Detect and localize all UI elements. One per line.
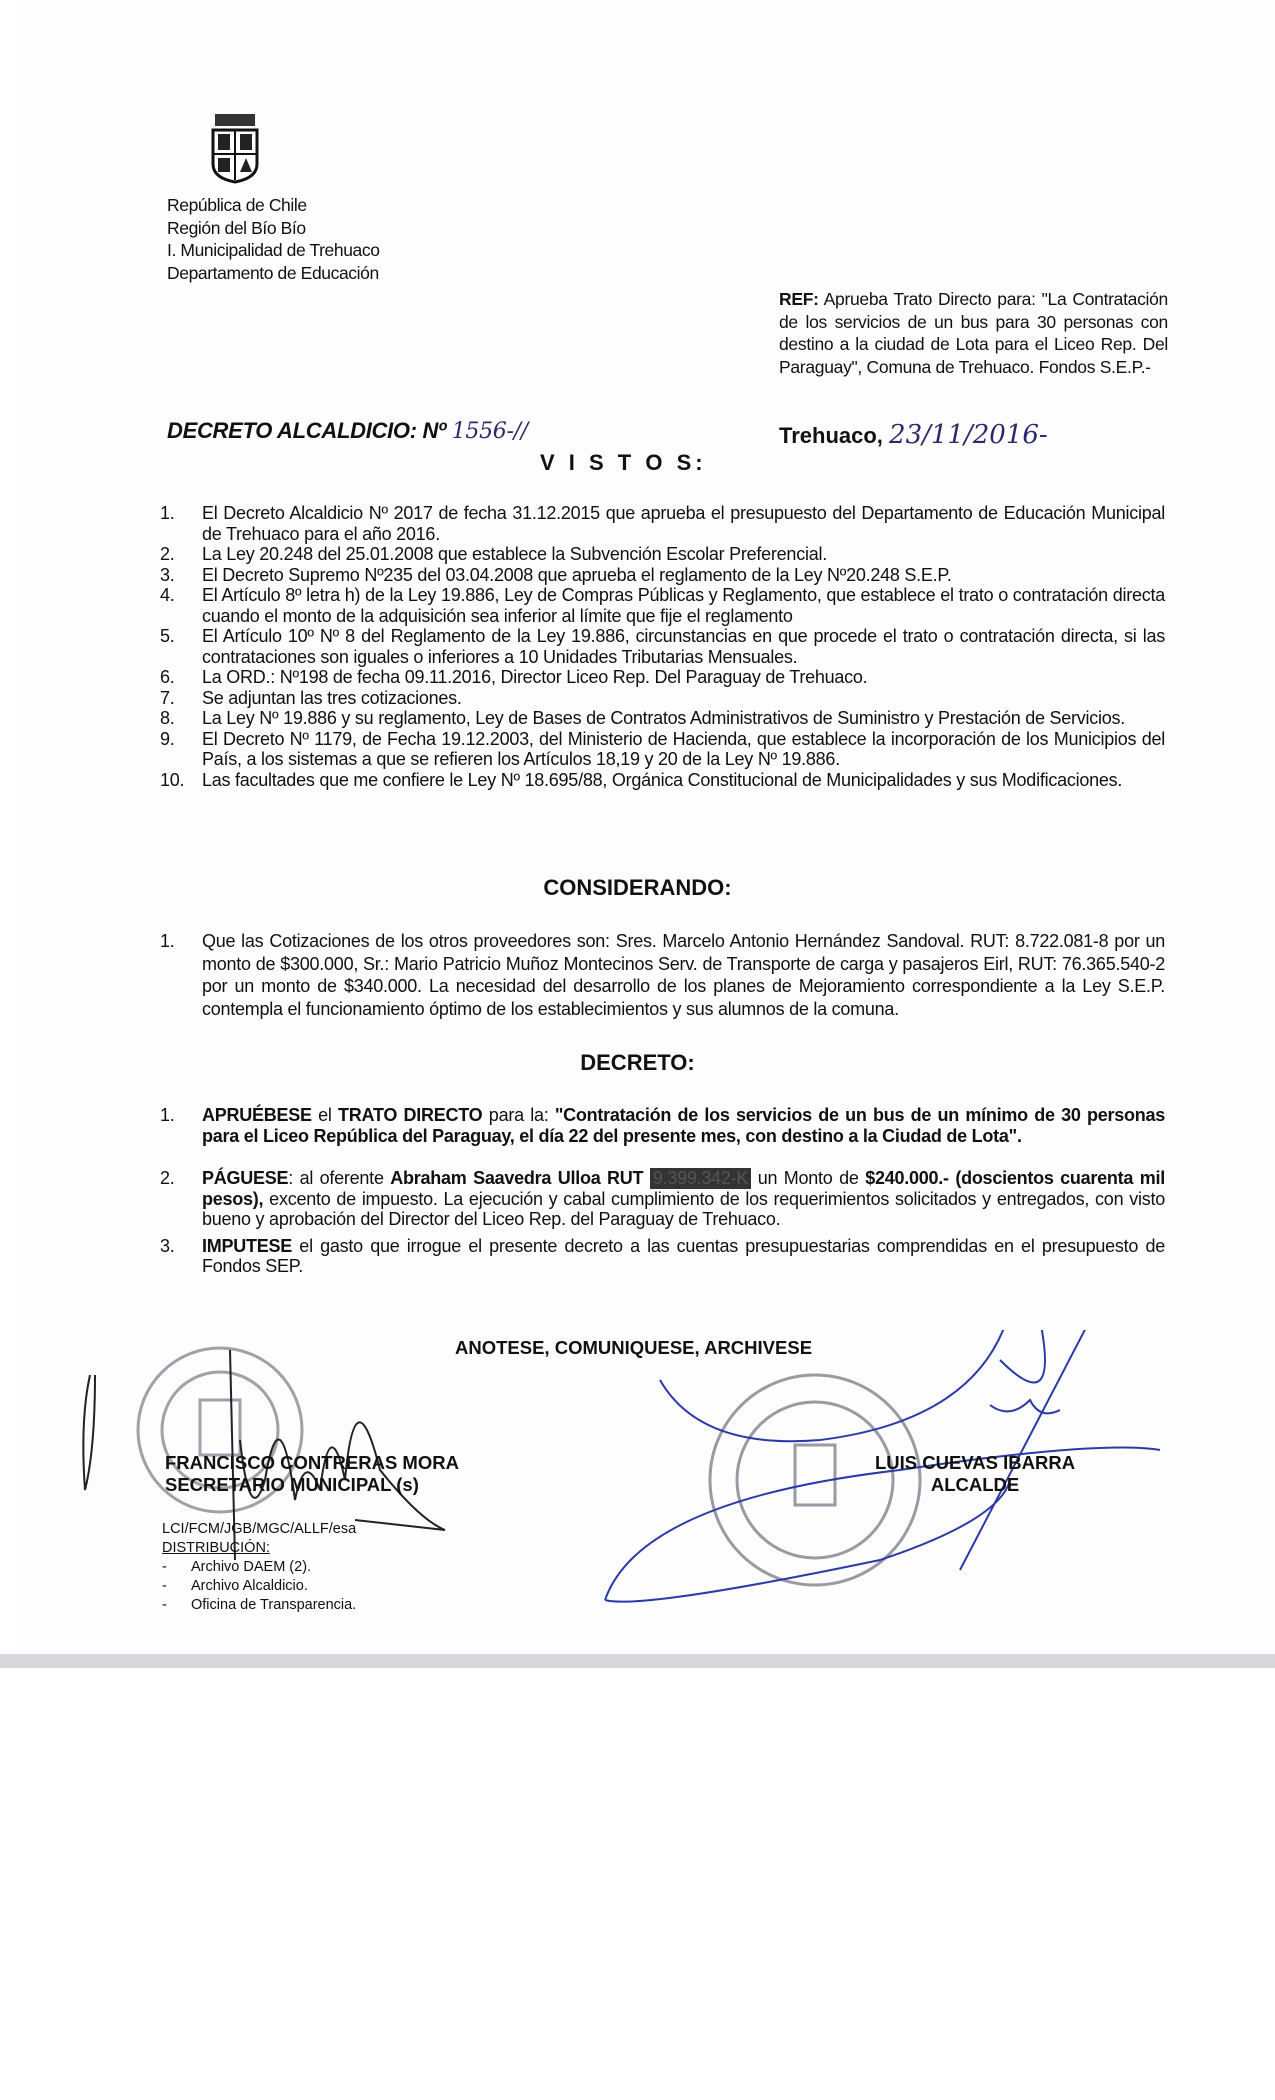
list-item: 2. La Ley 20.248 del 25.01.2008 que establece la Subvención Escolar Preferencial. [160,544,827,564]
header-line: República de Chile [167,195,307,215]
decreto-heading: DECRETO: [580,1050,695,1075]
distribution-label: DISTRIBUCIÓN: [162,1540,270,1556]
list-item: 7. Se adjuntan las tres cotizaciones. [160,687,462,708]
signatory-left-title: SECRETARIO MUNICIPAL (s) [165,1474,419,1495]
vistos-heading: V I S T O S: [540,450,707,475]
reference-block [779,288,1168,378]
decree-label: DECRETO ALCALDICIO: Nº [167,418,446,443]
list-item: 8. La Ley Nº 19.886 y su reglamento, Ley de Bases de Contratos Administrativos de Suministro y Prestación de Servicios. [160,708,1126,728]
list-item: 10. Las facultades que me confiere le Ley Nº 18.695/88, Orgánica Constitucional de Municipalidades y sus Modificaciones. [160,769,1123,790]
considerando-heading: CONSIDERANDO: [543,875,732,900]
handwritten-date: 23/11/2016- [889,420,1048,450]
coat-of-arms-icon [205,112,265,184]
signatory-right-name: LUIS CUEVAS IBARRA [875,1452,1076,1473]
scan-edge [0,1654,1275,1668]
place-date [779,420,1048,450]
list-item: 5. El Artículo 10º Nº 8 del Reglamento de la Ley 19.886, circunstancias en que procede el trato o contratación directa, si las contrataciones son iguales o inferiores a 10 Unidades Tributarias Mensuales. [160,626,1165,667]
considerando-list [160,930,1165,1020]
list-item: 1. APRUÉBESE el TRATO DIRECTO para la: "Contratación de los servicios de un bus de un mínimo de 30 personas para el Liceo República del Paraguay, el día 22 del presente mes, con destino a la Ciudad de Lota". [160,1105,1166,1146]
header-line: I. Municipalidad de Trehuaco [167,240,380,260]
signatory-right-title: ALCALDE [930,1474,1020,1495]
distribution-item: - Oficina de Transparencia. [162,1597,357,1613]
decree-number [167,418,528,444]
list-item: 1. Que las Cotizaciones de los otros proveedores son: Sres. Marcelo Antonio Hernández Sandoval. RUT: 8.722.081-8 por un monto de $300.000, Sr.: Mario Patricio Muñoz Montecinos Serv. de Transporte de carga y pasajeros Eirl, RUT: 76.365.540-2 por un monto de $340.000. La necesidad del desarrollo de los planes de Mejoramiento correspondiente a la Ley S.E.P. contempla el funcionamiento óptimo de los establecimientos y sus alumnos de la comuna. [160,931,1165,1019]
decreto-list [160,1105,1165,1283]
signatory-right [875,1452,1075,1496]
ref-text: Aprueba Trato Directo para: "La Contratación de los servicios de un bus para 30 personas con destino a la ciudad de Lota para el Liceo Rep. Del Paraguay", Comuna de Trehuaco. Fondos S.E.P.- [779,289,1168,377]
ref-label: REF: [779,289,819,309]
initials: LCI/FCM/JGB/MGC/ALLF/esa [162,1521,357,1537]
list-item: 3. IMPUTESE el gasto que irrogue el presente decreto a las cuentas presupuestarias comprendidas en el presupuesto de Fondos SEP. [160,1235,1165,1276]
issuer-header [167,194,380,284]
signatory-left [165,1452,459,1496]
handwritten-number: 1556-// [451,419,528,444]
list-item: 6. La ORD.: Nº198 de fecha 09.11.2016, Director Liceo Rep. Del Paraguay de Trehuaco. [160,667,868,687]
header-line: Región del Bío Bío [167,217,306,238]
distribution-item: - Archivo Alcaldicio. [162,1578,308,1594]
vistos-list [160,503,1165,790]
place: Trehuaco, [779,423,883,448]
closing-formula: ANOTESE, COMUNIQUESE, ARCHIVESE [455,1337,813,1358]
list-item: 4. El Artículo 8º letra h) de la Ley 19.886, Ley de Compras Públicas y Reglamento, que establece el trato o contratación directa cuando el monto de la adquisición sea inferior al límite que fije el reglamento [160,585,1165,626]
header-line: Departamento de Educación [167,262,379,283]
list-item: 3. El Decreto Supremo Nº235 del 03.04.2008 que aprueba el reglamento de la Ley Nº20.248 S.E.P. [160,564,952,585]
signatory-left-name: FRANCISCO CONTRERAS MORA [165,1452,459,1473]
footer [162,1520,356,1615]
redacted-rut: 9.399.342-K [650,1168,751,1189]
list-item: 9. El Decreto Nº 1179, de Fecha 19.12.2003, del Ministerio de Hacienda, que establece la incorporación de los Municipios del País, a los sistemas a que se refieren los Artículos 18,19 y 20 de la Ley Nº 19.886. [160,728,1165,769]
list-item: 1. El Decreto Alcaldicio Nº 2017 de fecha 31.12.2015 que aprueba el presupuesto del Departamento de Educación Municipal de Trehuaco para el año 2016. [160,503,1165,544]
distribution-item: - Archivo DAEM (2). [162,1559,312,1575]
list-item: 2. PÁGUESE: al oferente Abraham Saavedra Ulloa RUT 9.399.342-K un Monto de $240.000.- (doscientos cuarenta mil pesos), excento de impuesto. La ejecución y cabal cumplimiento de los requerimientos solicitados y entregados, con visto bueno y aprobación del Director del Liceo Rep. del Paraguay de Trehuaco. [160,1168,1165,1229]
